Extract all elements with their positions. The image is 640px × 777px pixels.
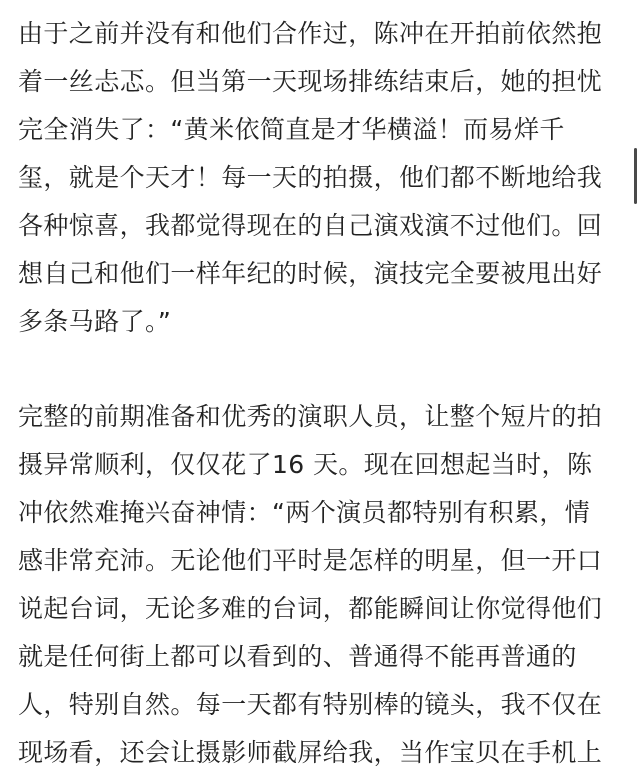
text-line: 想自己和他们一样年纪的时候，演技完全要被甩出好: [18, 259, 603, 288]
text-line: 冲依然难掩兴奋神情：“两个演员都特别有积累，情: [18, 498, 591, 527]
text-line: 现场看，还会让摄影师截屏给我，当作宝贝在手机上: [18, 738, 603, 767]
text-line: 就是任何街上都可以看到的、普通得不能再普通的: [18, 642, 577, 671]
text-line: 完全消失了：“黄米依简直是才华横溢！而易烊千: [18, 115, 565, 144]
article-body: [18, 0, 624, 777]
text-line: 各种惊喜，我都觉得现在的自己演戏演不过他们。回: [18, 211, 603, 240]
text-line: 感非常充沛。无论他们平时是怎样的明星，但一开口: [18, 546, 603, 575]
paragraph-2: [18, 393, 624, 777]
text-line: 说起台词，无论多难的台词，都能瞬间让你觉得他们: [18, 594, 603, 623]
text-line: 摄异常顺利，仅仅花了16 天。现在回想起当时，陈: [18, 450, 593, 479]
text-line: 完整的前期准备和优秀的演职人员，让整个短片的拍: [18, 402, 603, 431]
scrollbar-thumb[interactable]: [634, 148, 637, 204]
text-line: 多条马路了。”: [18, 307, 172, 336]
paragraph-1: [18, 10, 624, 346]
text-line: 着一丝忐忑。但当第一天现场排练结束后，她的担忧: [18, 67, 603, 96]
text-line: 玺，就是个天才！每一天的拍摄，他们都不断地给我: [18, 163, 603, 192]
paragraph-spacer: [18, 346, 624, 393]
text-line: 人，特别自然。每一天都有特别棒的镜头，我不仅在: [18, 690, 603, 719]
text-line: 由于之前并没有和他们合作过，陈冲在开拍前依然抱: [18, 19, 603, 48]
